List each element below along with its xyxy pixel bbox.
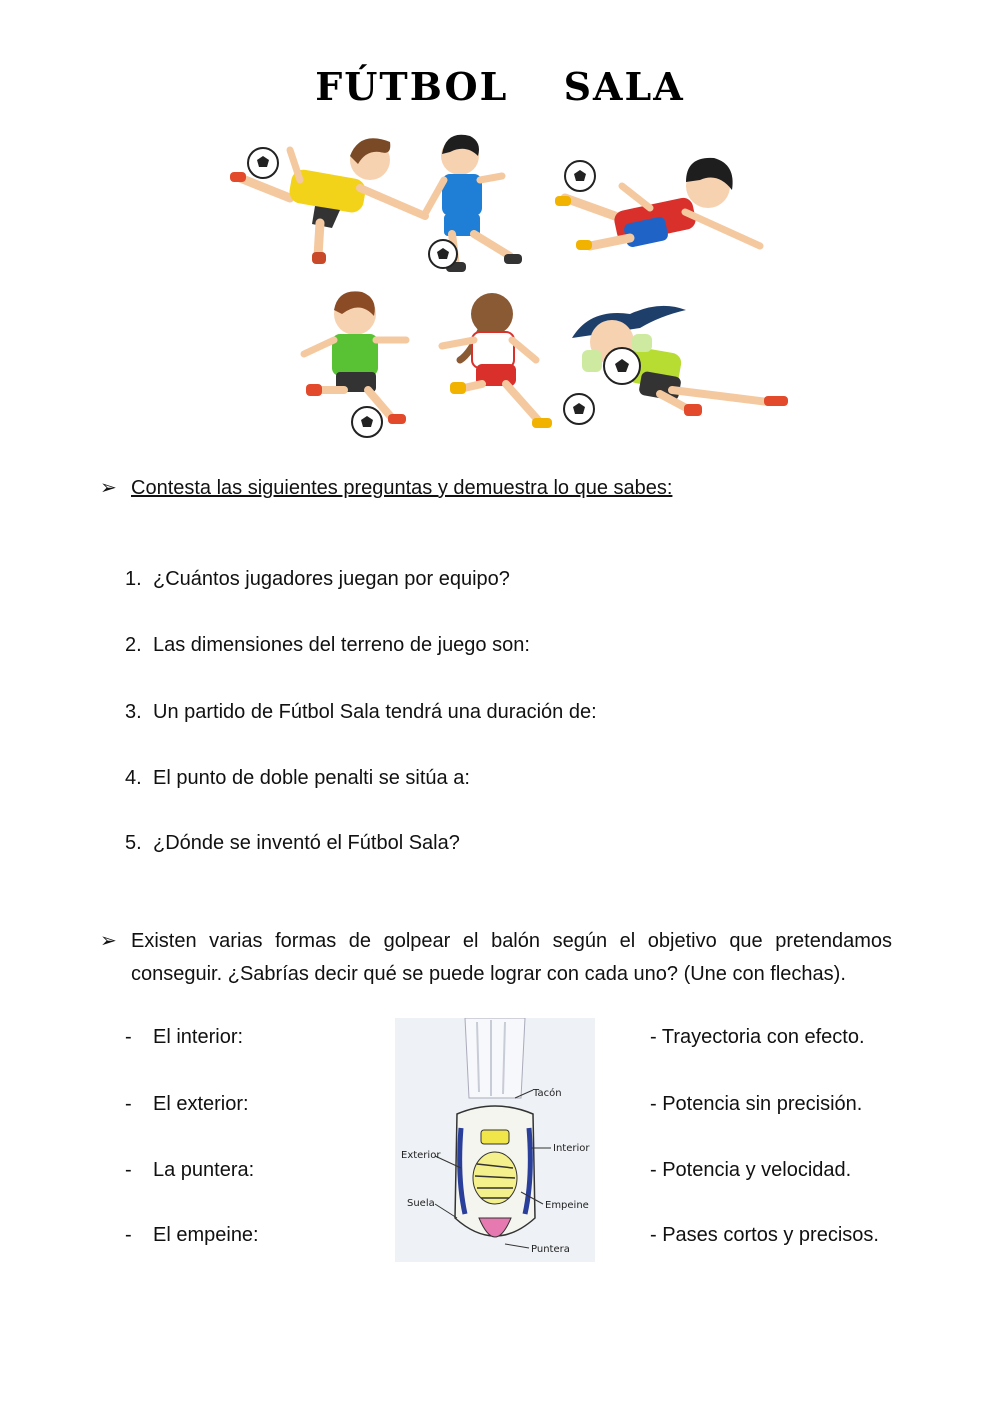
player-green [304, 291, 406, 424]
question-number: 4. [125, 767, 142, 789]
page-title: FÚTBOL SALA [315, 64, 685, 109]
intro-instruction [100, 472, 672, 505]
player-girl [442, 293, 552, 428]
shoe-diagram [395, 1018, 595, 1262]
question-item [125, 634, 530, 657]
arrow-bullet-icon: ➢ [100, 477, 117, 499]
dash-bullet: - [125, 1159, 132, 1181]
dash-bullet: - [125, 1224, 132, 1246]
kick-type-label: El empeine: [153, 1224, 259, 1246]
intro-text: Contesta las siguientes preguntas y demuestra lo que sabes: [131, 477, 673, 499]
kick-purpose-item: - Potencia y velocidad. [650, 1159, 852, 1181]
kick-type-item [125, 1026, 243, 1049]
player-red [555, 158, 760, 250]
kick-type-item [125, 1093, 249, 1116]
question-text: El punto de doble penalti se sitúa a: [153, 767, 470, 789]
shoe-label-tacon: Tacón [533, 1088, 562, 1099]
question-item [125, 832, 460, 855]
dash-bullet: - [125, 1093, 132, 1115]
question-number: 2. [125, 634, 142, 656]
question-number: 3. [125, 701, 142, 723]
kick-purpose-item: - Trayectoria con efecto. [650, 1026, 865, 1048]
dash-bullet: - [125, 1026, 132, 1048]
kick-type-label: La puntera: [153, 1159, 255, 1181]
question-text: Un partido de Fútbol Sala tendrá una duración de: [153, 701, 597, 723]
matching-instruction [100, 925, 892, 991]
question-text: ¿Cuántos jugadores juegan por equipo? [153, 568, 510, 590]
question-number: 1. [125, 568, 142, 590]
question-number: 5. [125, 832, 142, 854]
soccer-kids-illustration [220, 128, 800, 446]
shoe-label-puntera: Puntera [531, 1244, 570, 1255]
kick-type-item [125, 1159, 254, 1182]
kick-purpose-item: - Potencia sin precisión. [650, 1093, 863, 1115]
question-item [125, 767, 470, 790]
question-text: Las dimensiones del terreno de juego son: [153, 634, 530, 656]
kick-type-item [125, 1224, 259, 1247]
matching-instruction-text: Existen varias formas de golpear el balón según el objetivo que pretendamos conseguir. ¿Sabrías decir qué se puede lograr con cada uno? (Une con flechas). [131, 930, 892, 985]
shoe-label-interior: Interior [553, 1143, 590, 1154]
kick-purpose-item: - Pases cortos y precisos. [650, 1224, 879, 1246]
kick-type-label: El interior: [153, 1026, 244, 1048]
question-text: ¿Dónde se inventó el Fútbol Sala? [153, 832, 460, 854]
shoe-label-empeine: Empeine [545, 1200, 589, 1211]
shoe-label-exterior: Exterior [401, 1150, 441, 1161]
shoe-label-suela: Suela [407, 1198, 435, 1209]
question-item [125, 568, 510, 591]
arrow-bullet-icon: ➢ [100, 930, 117, 952]
kick-type-label: El exterior: [153, 1093, 249, 1115]
question-item [125, 701, 597, 724]
